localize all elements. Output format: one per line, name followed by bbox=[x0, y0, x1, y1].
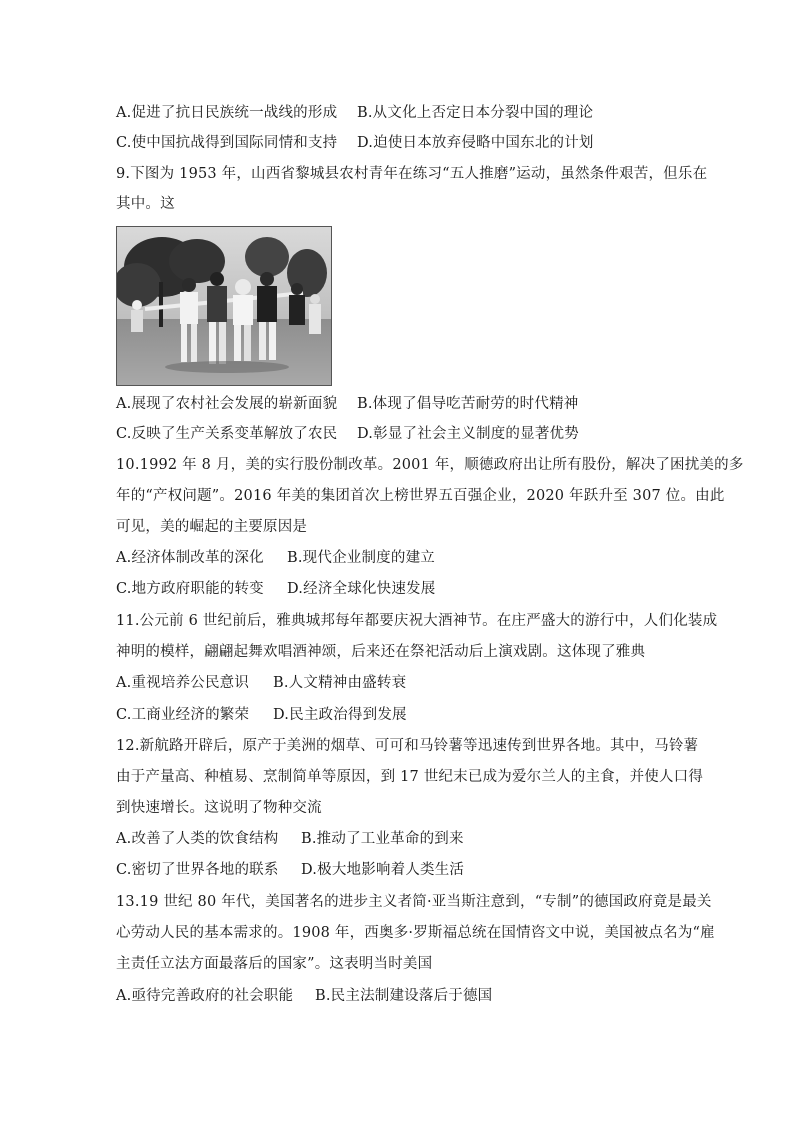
q11-stem-line-2: 神明的模样，翩翩起舞欢唱酒神颂，后来还在祭祀活动后上演戏剧。这体现了雅典 bbox=[116, 644, 646, 660]
q11-options-row-1 bbox=[116, 673, 406, 693]
q8-option-b: B.从文化上否定日本分裂中国的理论 bbox=[357, 105, 594, 121]
q10-option-d: D.经济全球化快速发展 bbox=[287, 581, 436, 597]
q9-stem-line-2: 其中。这 bbox=[116, 196, 175, 212]
q12-option-b: B.推动了工业革命的到来 bbox=[301, 831, 464, 847]
q10-option-c: C.地方政府职能的转变 bbox=[116, 581, 264, 597]
q12-option-d: D.极大地影响着人类生活 bbox=[301, 862, 465, 878]
q10-stem-line-1: 10.1992 年 8 月，美的实行股份制改革。2001 年，顺德政府出让所有股份，解决了困扰美的多 bbox=[116, 457, 744, 473]
q9-option-a: A.展现了农村社会发展的崭新面貌 bbox=[116, 396, 338, 412]
q12-stem-line-3: 到快速增长。这说明了物种交流 bbox=[116, 800, 322, 816]
q12-options-row-2 bbox=[116, 860, 464, 880]
q13-option-b: B.民主法制建设落后于德国 bbox=[315, 988, 493, 1004]
q13-stem-line-2: 心劳动人民的基本需求的。1908 年，西奥多·罗斯福总统在国情咨文中说，美国被点名为“雇 bbox=[116, 925, 715, 941]
q8-option-c: C.使中国抗战得到国际同情和支持 bbox=[116, 135, 338, 151]
q9-options-row-2 bbox=[116, 424, 579, 444]
q12-stem-line-2: 由于产量高、种植易、烹制简单等原因，到 17 世纪末已成为爱尔兰人的主食，并使人口得 bbox=[116, 769, 704, 785]
q12-option-c: C.密切了世界各地的联系 bbox=[116, 862, 279, 878]
q9-photo bbox=[116, 226, 332, 386]
q9-option-c: C.反映了生产关系变革解放了农民 bbox=[116, 426, 338, 442]
q8-options-row-2 bbox=[116, 133, 594, 153]
q11-options-row-2 bbox=[116, 705, 407, 725]
q9-option-d: D.彰显了社会主义制度的显著优势 bbox=[357, 426, 579, 442]
q13-stem-line-1: 13.19 世纪 80 年代，美国著名的进步主义者简·亚当斯注意到，“专制”的德国政府竟是最关 bbox=[116, 894, 712, 910]
q13-option-a: A.亟待完善政府的社会职能 bbox=[116, 988, 294, 1004]
q9-stem-line-1: 9.下图为 1953 年，山西省黎城县农村青年在练习“五人推磨”运动，虽然条件艰苦，但乐在 bbox=[116, 166, 708, 182]
q10-stem-line-2: 年的“产权问题”。2016 年美的集团首次上榜世界五百强企业，2020 年跃升至 307 位。由此 bbox=[116, 488, 725, 504]
q10-options-row-1 bbox=[116, 548, 435, 568]
q10-option-b: B.现代企业制度的建立 bbox=[287, 550, 435, 566]
q11-option-c: C.工商业经济的繁荣 bbox=[116, 707, 250, 723]
q12-options-row-1 bbox=[116, 829, 464, 849]
q12-stem-line-1: 12.新航路开辟后，原产于美洲的烟草、可可和马铃薯等迅速传到世界各地。其中，马铃薯 bbox=[116, 738, 699, 754]
q8-option-a: A.促进了抗日民族统一战线的形成 bbox=[116, 105, 338, 121]
q11-option-b: B.人文精神由盛转衰 bbox=[273, 675, 407, 691]
q11-stem-line-1: 11.公元前 6 世纪前后，雅典城邦每年都要庆祝大酒神节。在庄严盛大的游行中，人们化装成 bbox=[116, 613, 718, 629]
q9-options-row-1 bbox=[116, 394, 578, 414]
q13-options-row-1 bbox=[116, 986, 492, 1006]
q11-option-a: A.重视培养公民意识 bbox=[116, 675, 250, 691]
q8-options-row-1 bbox=[116, 103, 593, 123]
q9-photo-illustration bbox=[117, 227, 331, 385]
q11-option-d: D.民主政治得到发展 bbox=[273, 707, 407, 723]
q12-option-a: A.改善了人类的饮食结构 bbox=[116, 831, 279, 847]
q10-option-a: A.经济体制改革的深化 bbox=[116, 550, 264, 566]
q9-option-b: B.体现了倡导吃苦耐劳的时代精神 bbox=[357, 396, 579, 412]
q8-option-d: D.迫使日本放弃侵略中国东北的计划 bbox=[357, 135, 594, 151]
q10-stem-line-3: 可见，美的崛起的主要原因是 bbox=[116, 519, 308, 535]
q10-options-row-2 bbox=[116, 579, 435, 599]
q13-stem-line-3: 主责任立法方面最落后的国家”。这表明当时美国 bbox=[116, 956, 433, 972]
